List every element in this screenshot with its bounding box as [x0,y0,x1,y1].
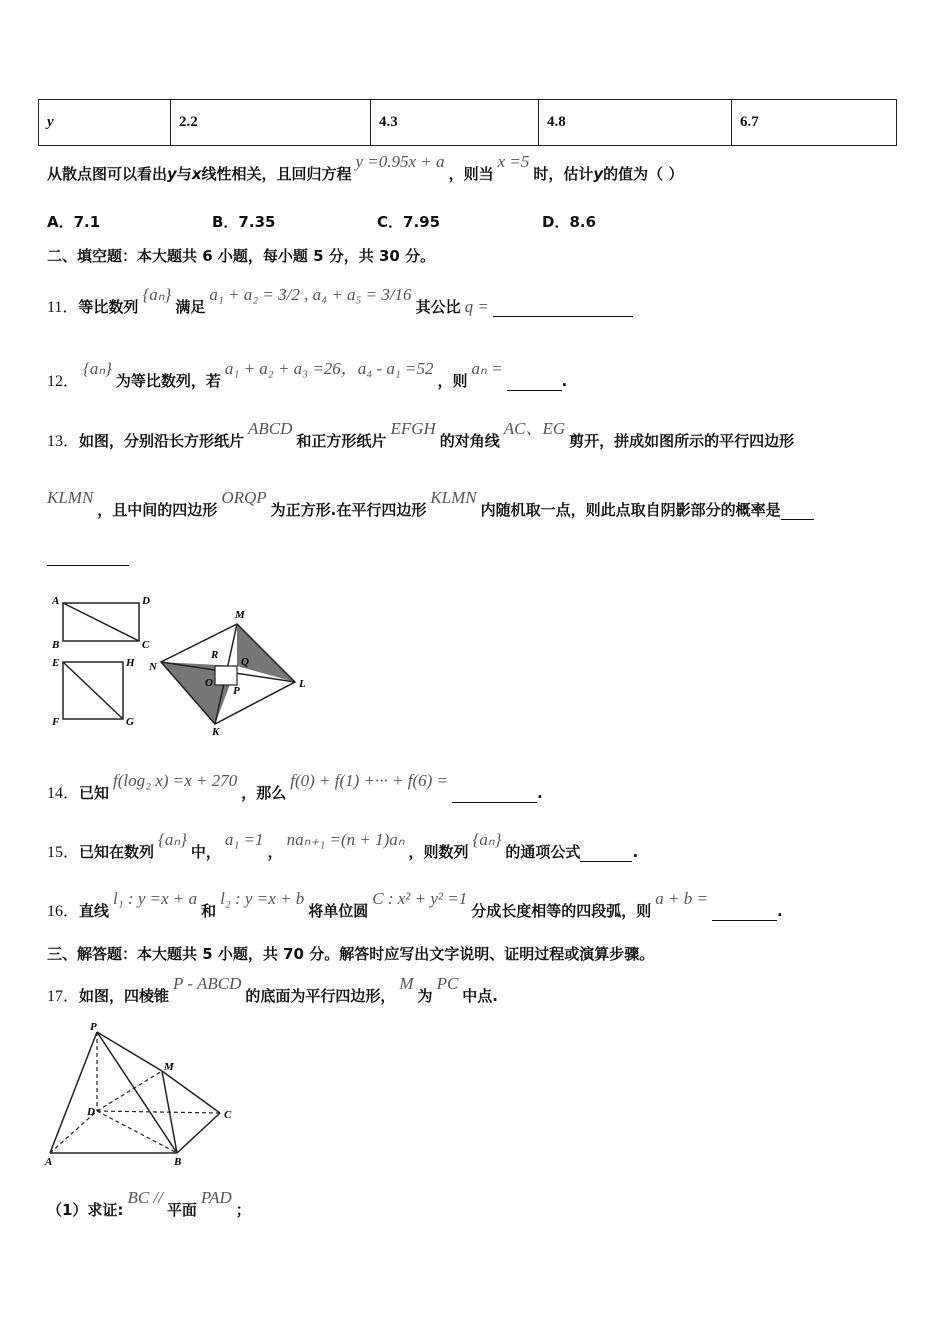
label-m: M [235,609,245,621]
label-b: B [174,1156,182,1168]
regression-equation: y =0.95x + a [355,152,445,171]
label-o: O [205,677,213,689]
label-p: P [90,1021,97,1033]
answer-blank[interactable] [452,802,537,803]
label-c: C [142,639,150,651]
question-10-options [47,211,596,232]
label-g: G [126,716,134,728]
question-17-part-1: （1）求证:BC //平面PAD； [47,1188,251,1219]
question-15: 15．已知在数列{aₙ}中，a₁ =1，naₙ₊₁ =(n + 1)aₙ，则数列{aₙ}的通项公式 . [47,830,639,861]
label-d: D [142,595,150,607]
answer-blank[interactable] [580,861,632,862]
label-q: Q [241,656,249,668]
label-c: C [224,1109,232,1121]
question-12: 12．{aₙ}为等比数列，若a₁ + a₂ + a₃ =26，a₄ - a₁ =52，则aₙ =. [47,359,568,390]
question-11: 11．等比数列{aₙ}满足a₁ + a₂ = 3/2 , a₄ + a₅ = 3/16其公比 q = [47,294,633,317]
label-m: M [164,1061,174,1073]
section-2-heading: 二、填空题：本大题共 6 小题，每小题 5 分，共 30 分。 [47,247,436,265]
label-l: L [299,678,306,690]
option-d[interactable]: D．8.6 [542,213,597,231]
table-cell: 4.8 [539,100,732,146]
label-n: N [149,661,157,673]
answer-blank[interactable] [781,519,814,520]
question-13-line-1: 13．如图，分别沿长方形纸片ABCD和正方形纸片EFGH的对角线AC、EG剪开，拼成如图所示的平行四边形 [47,419,795,450]
figure-17-pyramid [40,1020,240,1170]
label-k: K [212,726,220,738]
option-a[interactable]: A．7.1 [47,213,101,231]
question-10-text: 从散点图可以看出y与x线性相关，且回归方程y =0.95x + a，则当x =5时，估计y的值为（ ） [47,152,684,183]
label-b: B [52,639,60,651]
label-f: F [52,716,60,728]
label-a: A [52,595,60,607]
label-h: H [126,657,135,669]
answer-blank[interactable] [712,920,777,921]
label-r: R [211,649,219,661]
option-b[interactable]: B．7.35 [212,213,276,231]
label-e: E [52,657,60,669]
option-c[interactable]: C．7.95 [377,213,441,231]
question-16: 16．直线l₁ : y =x + a和l₂ : y =x + b将单位圆C : x² + y² =1分成长度相等的四段弧，则a + b =. [47,889,783,920]
table-cell: 2.2 [171,100,371,146]
table-cell: y [39,100,171,146]
answer-blank[interactable] [507,390,562,391]
table-cell: 6.7 [732,100,897,146]
answer-blank[interactable] [493,316,633,317]
question-14: 14．已知f(log₂ x) =x + 270，那么f(0) + f(1) +··· + f(6) =. [47,771,543,802]
figure-13 [45,590,315,740]
data-table [38,99,897,146]
label-p: P [233,685,240,697]
label-a: A [45,1156,53,1168]
answer-blank-continued[interactable] [47,548,129,566]
label-d: D [87,1106,95,1118]
section-3-heading: 三、解答题：本大题共 5 小题，共 70 分。解答时应写出文字说明、证明过程或演算步骤。 [47,945,655,963]
table-cell: 4.3 [371,100,539,146]
question-17: 17．如图，四棱锥P - ABCD的底面为平行四边形，M为PC中点. [47,974,498,1005]
question-13-line-2: KLMN，且中间的四边形ORQP为正方形.在平行四边形KLMN内随机取一点，则此点取自阴影部分的概率是 [47,499,814,520]
